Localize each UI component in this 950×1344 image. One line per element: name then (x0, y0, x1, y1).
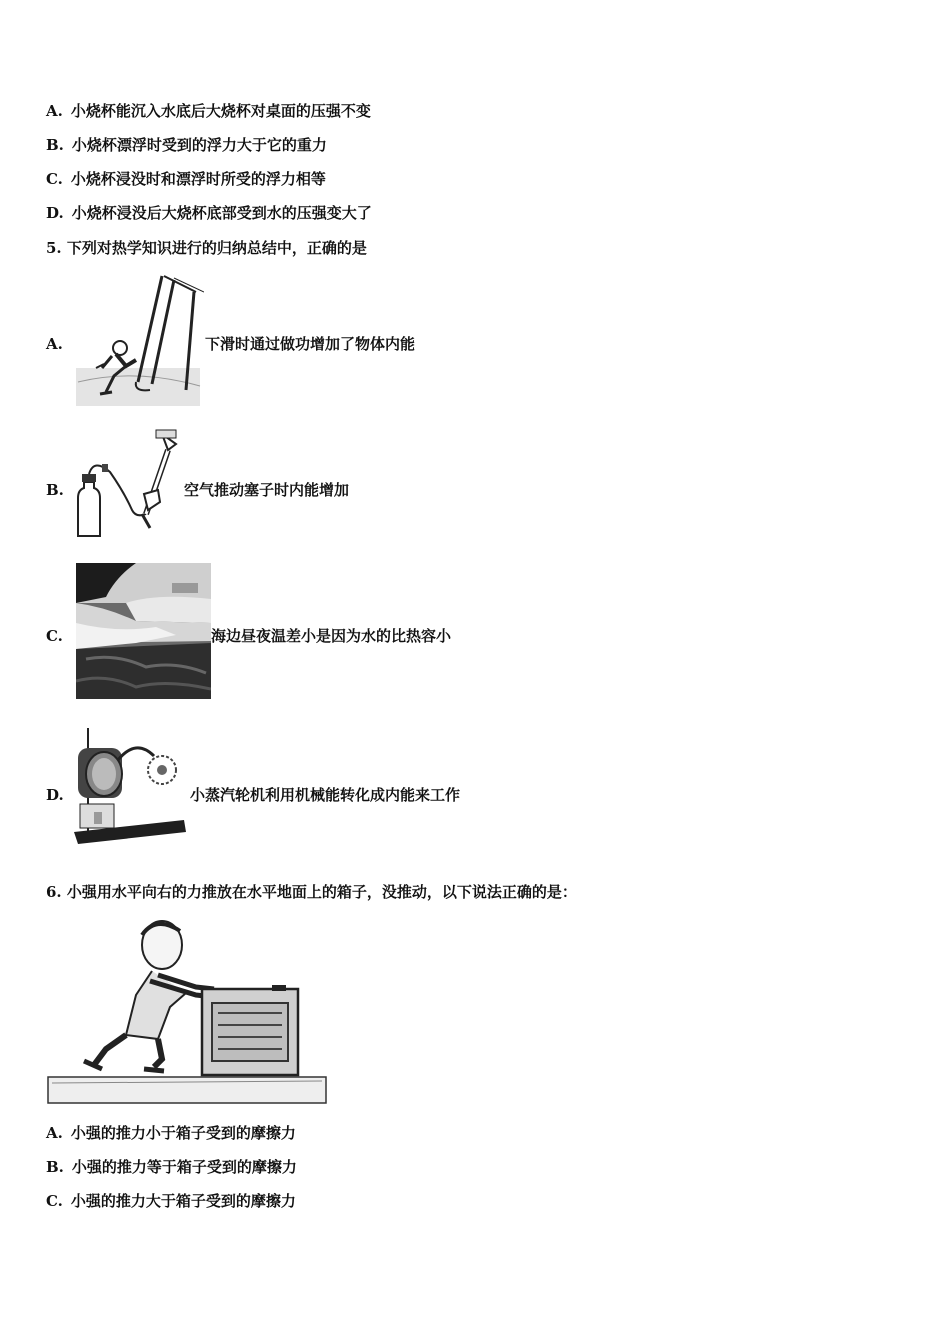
q5-option-a-label: A. (46, 335, 63, 353)
q4-option-a (46, 101, 371, 121)
option-label: D. (46, 204, 64, 222)
steam-turbine-figure (74, 720, 190, 850)
q5-option-d-text: 小蒸汽轮机利用机械能转化成内能来工作 (190, 786, 461, 804)
q5-option-b-text: 空气推动塞子时内能增加 (184, 481, 350, 499)
option-label: C. (46, 170, 63, 188)
q5-option-a-text: 下滑时通过做功增加了物体内能 (205, 335, 416, 353)
q4-option-b (46, 135, 327, 155)
q6-option-a (46, 1123, 296, 1143)
option-label: A. (46, 1124, 63, 1142)
option-label: B. (46, 136, 64, 154)
q5-option-c-text: 海边昼夜温差小是因为水的比热容小 (211, 627, 452, 645)
option-label: C. (46, 1192, 63, 1210)
q4-option-c (46, 169, 326, 189)
boy-pushing-box-figure (46, 915, 330, 1107)
q5-option-d-label: D. (46, 786, 64, 804)
q4-option-d (46, 203, 372, 223)
q5-stem: 5. 下列对热学知识进行的归纳总结中，正确的是 (46, 239, 367, 257)
slide-figure (76, 272, 204, 408)
seaside-photo (76, 563, 211, 699)
bottle-pump-figure (72, 428, 184, 540)
option-text: 小强的推力等于箱子受到的摩擦力 (71, 1158, 297, 1176)
q5-option-c-label: C. (46, 627, 63, 645)
q5-option-b-label: B. (46, 481, 64, 499)
option-text: 小强的推力小于箱子受到的摩擦力 (70, 1124, 296, 1142)
option-text: 小烧杯浸没时和漂浮时所受的浮力相等 (70, 170, 326, 188)
q6-option-b (46, 1157, 297, 1177)
option-label: A. (46, 102, 63, 120)
option-text: 小强的推力大于箱子受到的摩擦力 (70, 1192, 296, 1210)
q6-stem: 6. 小强用水平向右的力推放在水平地面上的箱子，没推动，以下说法正确的是： (46, 883, 577, 901)
option-text: 小烧杯浸没后大烧杯底部受到水的压强变大了 (71, 204, 372, 222)
option-text: 小烧杯能沉入水底后大烧杯对桌面的压强不变 (70, 102, 371, 120)
option-label: B. (46, 1158, 64, 1176)
option-text: 小烧杯漂浮时受到的浮力大于它的重力 (71, 136, 327, 154)
q6-option-c (46, 1191, 296, 1211)
